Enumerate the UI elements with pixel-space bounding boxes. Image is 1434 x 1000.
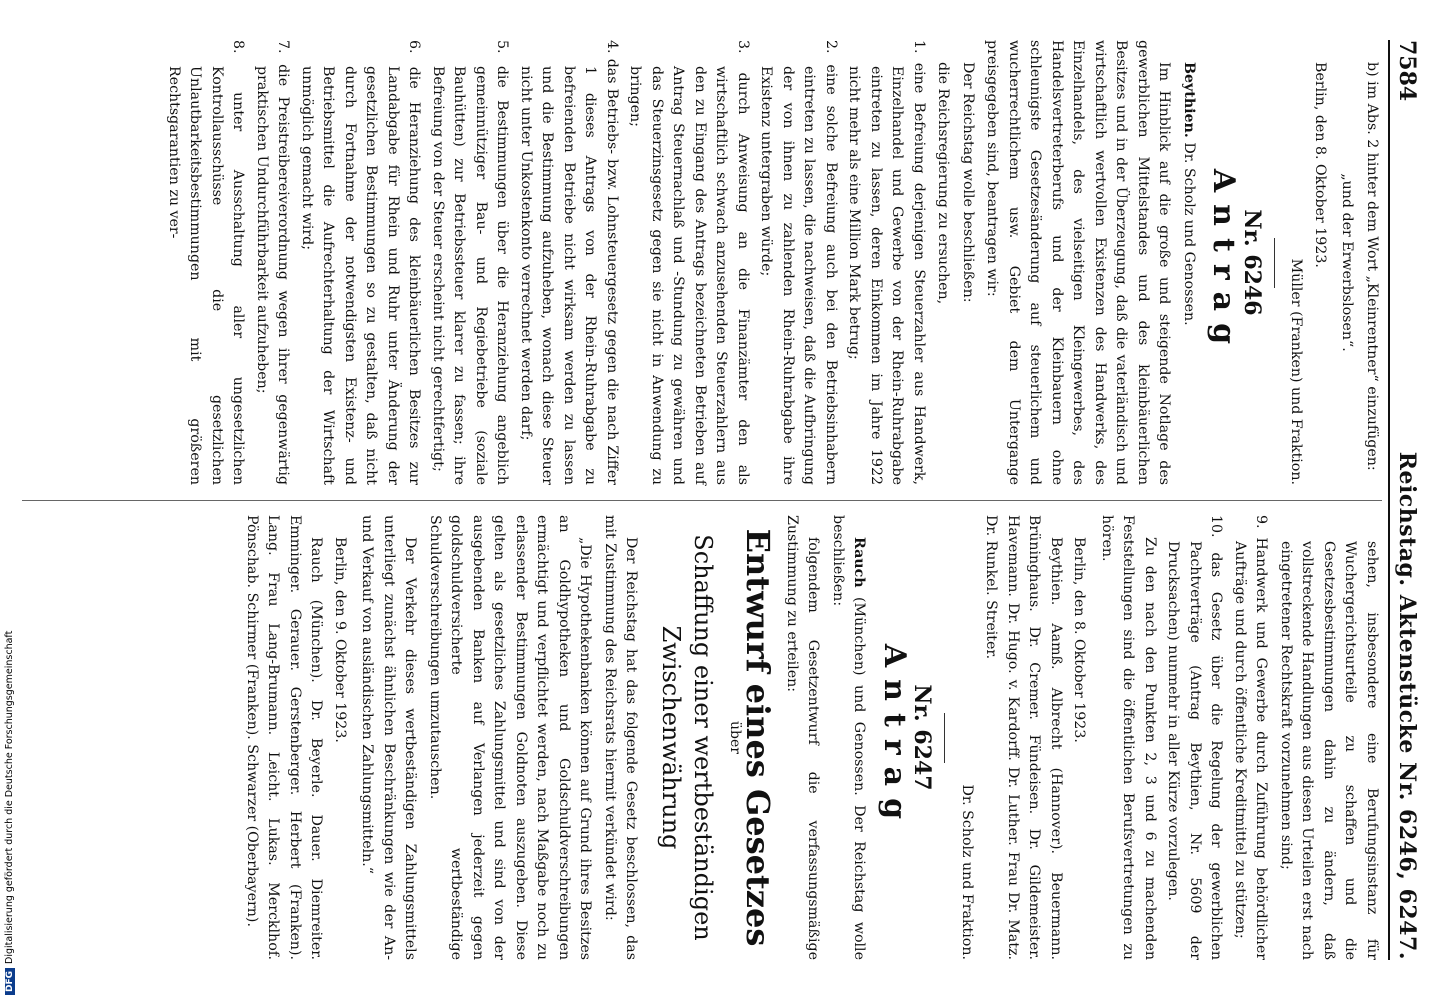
- motion-paragraph: folgendem Gesetzentwurf die verfassungsmäßige Zustimmung zu erteilen:: [784, 515, 822, 960]
- continued-text: sehen, insbesondere eine Berufungsinstanz für Wuchergerichtsurteile zu schaffen und die Gesetzesbestimmungen dahin zu ändern, daß vollstreckende Handlungen aus diesen Urteilen erst nach eingetretener Rechtskraft vorzunehmen sind;: [1278, 541, 1380, 960]
- motion-resolution: Der Reichstag wolle beschließen:: [960, 62, 976, 303]
- amendment-quote: „und der Erwerbslosen“.: [1339, 173, 1356, 352]
- motion-paragraph: Im Hinblick auf die große und steigende Notlage des gewerblichen Mittelstandes und des kleinbäuerlichen Besitzes und in der Überzeugung, daß die vaterländisch und wirtschaftlich wertvollen Existenzen des Handwerks, des Einzelhandels, des vielseitigen Kleingewerbes, des Handelsvertreterberufs und der Kleinbauern ohne schleunigste Gesetzesänderung auf steuerlichem und wucherrechtlichem usw. Gebiet dem Untergange preisgegeben sind, beantragen wir:: [984, 40, 1173, 485]
- right-column: [22, 515, 1382, 960]
- section-rule: [945, 713, 946, 763]
- law-text: „Die Hypothekenbanken können auf Grund ihres Besitzes an Goldhypotheken und Goldschuldverschreibungen ermächtigt und verpflichtet werden, nach Maßgabe noch zu erlassender Bestimmungen Goldnoten auszugeben. Diese gelten als gesetzliches Zahlungsmittel und sind von der ausgebenden Banken auf Verlangen jederzeit gegen goldschuldversicherte wertbeständige Schuldverschreibungen umzutauschen.: [427, 515, 594, 960]
- intro-name: Beythien.: [1181, 62, 1197, 138]
- list-item: 10. das Gesetz über die Regelung der gewerblichen Pachtverträge (Antrag Beythien, Nr. 5609 der Drucksachen) nunmehr in aller Kürze vorzulegen.: [1165, 515, 1225, 960]
- bill-subtitle: über: [727, 721, 743, 754]
- amendment-b: b) im Abs. 2 hinter dem Wort „Kleinrentner“ einzufügen:: [1364, 62, 1380, 471]
- header-rule: [1388, 40, 1390, 960]
- page-number: 7584: [1394, 40, 1420, 102]
- bill-subject: Schaffung einer wertbeständigen Zwischenwährung: [657, 534, 718, 941]
- sidebar-text: Digitalisierung gefördert durch die Deutsche Forschungsgemeinschaft: [4, 630, 15, 964]
- motion-intro: [827, 515, 870, 960]
- motion-paragraph: Zu den nach den Punkten 2, 3 und 6 zu machenden Feststellungen sind die öffentlichen Berufsvertretungen zu hören.: [1099, 515, 1158, 960]
- list-item: 1. eine Befreiung derjenigen Steuerzahler aus Handwerk, Einzelhandel und Gewerbe von der Rhein-Ruhrabgabe eintreten zu lassen, deren Einkommen im Jahre 1922 nicht mehr als eine Million Mark betrug;: [846, 40, 927, 485]
- dfg-logo: DFG: [5, 968, 15, 995]
- bill-title: Entwurf eines Gesetzes: [739, 528, 778, 947]
- document-number: Nr. 6246: [1239, 209, 1265, 316]
- column-divider: [22, 500, 1382, 501]
- digitization-note: [4, 631, 15, 995]
- motion-request: die Reichsregierung zu ersuchen,: [935, 62, 952, 305]
- list-item: 3. durch Anweisung an die Finanzämter den als wirtschaftlich schwach anzusehenden Steuerzahlern aus den zu Eingang des Antrags bezeichneten Betrieben auf Antrag Steuernachlaß und -Stundung zu gewähren und das Steuerzinsgesetz gegen sie nicht in Anwendung zu bringen;: [627, 40, 751, 485]
- page-header: [1386, 40, 1426, 960]
- document-number: Nr. 6247: [909, 684, 936, 791]
- intro-rest: (München) und Genossen. Der Reichstag wolle beschließen:: [830, 515, 868, 960]
- list-item: 8. unter Ausschaltung aller ungesetzlichen Kontrollausschüsse die gesetzlichen Unlautbarkeitsbestimmungen mit größeren Rechtsgarantien zu ver-: [166, 40, 247, 486]
- list-item: 9. Handwerk und Gewerbe durch Zuführung behördlicher Aufträge und durch öffentliche Kreditmittel zu stützen;: [1232, 515, 1270, 960]
- intro-rest: Dr. Scholz und Genossen.: [1181, 137, 1197, 326]
- list-item: 2. eine solche Befreiung auch bei den Betriebsinhabern eintreten zu lassen, die nachweisen, daß die Aufbringung der von ihnen zu zahlenden Rhein-Ruhrabgabe ihre Existenz untergraben würde;: [758, 40, 839, 485]
- left-column: [22, 40, 1382, 485]
- date-line: Berlin, den 9. Oktober 1923.: [332, 537, 348, 743]
- date-line: Berlin, den 8. Oktober 1923.: [1071, 537, 1088, 743]
- antrag-heading: Antrag: [1206, 168, 1242, 357]
- motion-intro: [1178, 40, 1200, 485]
- list-item: 4. das Betriebs- bzw. Lohnsteuergesetz gegen die nach Ziffer 1 dieses Antrags von der Rhein-Ruhrabgabe zu befreienden Betriebe nicht wirksam werden zu lassen und die Bestimmung aufzuheben, wonach diese Steuer nicht unter Unkostenkonto verrechnet werden darf;: [518, 40, 620, 486]
- intro-name: Rauch: [851, 537, 868, 588]
- date-line: Berlin, den 8. Oktober 1923.: [1312, 62, 1328, 268]
- antrag-heading: Antrag: [877, 643, 912, 832]
- signature: Dr. Scholz und Fraktion.: [959, 784, 975, 960]
- list-item: 7. die Preistreibereiverordnung wegen ihrer gegenwärtig praktischen Undurchführbarkeit aufzuheben;: [254, 40, 292, 486]
- law-text: Der Verkehr dieses wertbeständigen Zahlungsmittels unterliegt zunächst ähnlichen Beschränkungen wie der An- und Verkauf von ausländischen Zahlungsmitteln.“: [359, 515, 419, 960]
- list-item: 5. die Bestimmungen über die Heranziehung angeblich gemeinnütziger Bau- und Regiebetriebe (soziale Bauhütten) zur Betriebssteuer klarer zu fassen; ihre Befreiung von der Steuer erscheint nicht gerechtfertigt;: [430, 40, 511, 486]
- page-title: Reichstag. Aktenstücke Nr. 6246, 6247.: [1394, 451, 1420, 960]
- list-item: 6. die Heranziehung des kleinbäuerlichen Besitzes zur Landabgabe für Rhein und Ruhr unter Änderung der gesetzlichen Bestimmungen so zu gestalten, daß nicht durch Fortnahme der notwendigsten Existenz- und Betriebsmittel die Aufrechterhaltung der Wirtschaft unmöglich gemacht wird;: [299, 40, 423, 485]
- signatories: Rauch (München). Dr. Beyerle. Dauer. Diemreiter. Emminger. Gerauer. Gerstenberger. Herbert (Franken). Lang. Frau Lang-Brumann. Leicht. Lukas. Mercklhof. Pönschab. Schirmer (Franken). Schwarzer (Oberbayern).: [244, 515, 325, 960]
- motion-paragraph: Der Reichstag hat das folgende Gesetz beschlossen, das mit Zustimmung des Reichsrats hiermit verkündet wird:: [602, 515, 640, 960]
- section-rule: [1274, 238, 1275, 288]
- signatories: Beythien. Aamß. Albrecht (Hannover). Beuermann. Brüninghaus. Dr. Cremer. Fündeisen. Dr. Gildemeister. Havemann. Dr. Hugo. v. Kardorff. Dr. Luther. Frau Dr. Matz. Dr. Runkel. Streiter.: [983, 515, 1064, 960]
- signature: Müller (Franken) und Fraktion.: [1288, 258, 1305, 485]
